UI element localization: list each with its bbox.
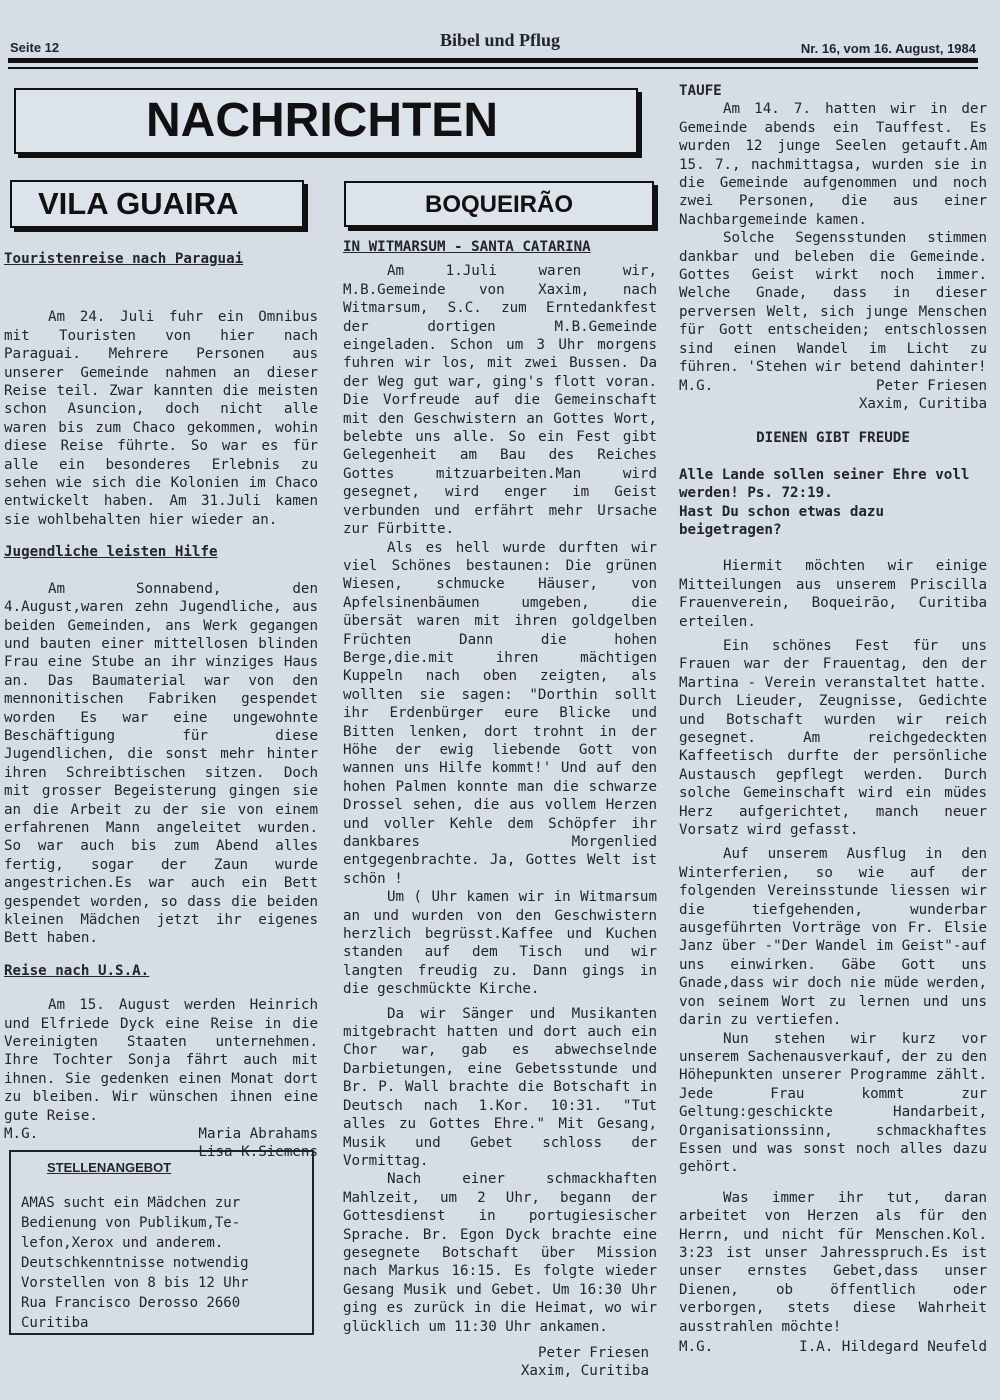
job-offer-line: Rua Francisco Derosso 2660: [21, 1295, 241, 1311]
job-offer-line: Deutschkenntnisse notwendig: [21, 1255, 249, 1271]
signature-name: I.A. Hildegard Neufeld: [799, 1339, 987, 1355]
article-paragraph: Am 15. August werden Heinrich und Elfriede Dyck eine Reise in die Vereinigten Staaten unternehmen. Ihre Tochter Sonja fährt auch mit ihnen. Sie gedenken einen Monat dort zu bleiben. Wir wünschen ihnen eine gute Reise.: [4, 997, 318, 1124]
article-paragraph: Da wir Sänger und Musikanten mitgebracht hatten und dort auch ein Chor war, gab es abwechselnde Darbietungen, eine Gebetsstunde und Br. P. Wall brachte die Botschaft in Deutsch nach 1.Kor. 10:31. "Tut alles zu Gottes Ehre." Mit Gesang, Musik und Gebet schloss der Vormittag.: [343, 1005, 657, 1169]
job-offer-line: AMAS sucht ein Mädchen zur: [21, 1195, 241, 1211]
article-paragraph: Hiermit möchten wir einige Mitteilungen aus unserem Priscilla Frauenverein, Boqueirão, Curitiba erteilen.: [679, 558, 987, 630]
page-number: Seite 12: [10, 40, 60, 55]
article-heading: Jugendliche leisten Hilfe: [4, 544, 218, 561]
article-paragraph: Als es hell wurde durften wir viel Schönes bestaunen: Die grünen Wiesen, schmucke Häuser, von Apfelsinenbäumen umgeben, die übersät waren mit ihren goldgelben Früchten Dann die hohen Berge,die.mit ihren mächtigen Kuppeln nach oben zeigten, als wollten sie sagen: "Dorthin sollt ihr Erdenbürger eure Blicke und Bitten lenken, dort trohnt in der Höhe der ewig liebende Gott von wannen uns Hilfe kommt!' Und auf den hohen Palmen konnte man die schwarze Drossel sehen, die aus vollem Herzen und voller Kehle dem Schöpfer ihr dankbares Morgenlied entgegenbrachte. Ja, Gottes Welt ist schön !: [343, 539, 657, 887]
issue-info: Nr. 16, vom 16. August, 1984: [800, 41, 976, 56]
column-right: [679, 82, 987, 1356]
job-offer-title: STELLENANGEBOT: [47, 1160, 172, 1175]
signature-initials: M.G.: [679, 377, 714, 394]
section-banner-vila-guaira: VILA GUAIRA: [10, 180, 304, 228]
column-middle: [343, 238, 657, 1381]
page-header: [0, 0, 1000, 75]
job-offer-line: Vorstellen von 8 bis 12 Uhr: [21, 1275, 249, 1291]
header-rule-thick: [8, 58, 978, 63]
article-heading: IN WITMARSUM - SANTA CATARINA: [343, 239, 591, 255]
signature-name: Peter Friesen: [875, 377, 987, 394]
signature-name: Lisa K.Siemens: [198, 1144, 318, 1161]
signature-block: [4, 1125, 318, 1143]
signature-initials: M.G.: [679, 1339, 714, 1355]
article-paragraph: Auf unserem Ausflug in den Winterferien, so wie auf der folgenden Vereinsstunde liessen wir die tiefgehenden, wunderbar ausgeführten Vorträge von Fr. Elsie Janz über -"Der Wandel im Geist"-auf uns einwirken. Gäbe Gott uns Gnade,dass wir doch nie müde werden, von seinem Wort zu lernen und uns darin zu vertiefen.: [679, 846, 987, 1029]
signature-name: Maria Abrahams: [198, 1126, 318, 1143]
job-offer-line: Curitiba: [21, 1315, 89, 1331]
section-banner-boqueirao: BOQUEIRÃO: [344, 181, 654, 227]
article-paragraph: Am 24. Juli fuhr ein Omnibus mit Touristen von hier nach Paraguai. Mehrere Personen aus unserer Gemeinde nahmen an dieser Reise teil. Zwar kannten die meisten schon Asuncion, doch nicht alle waren bis zum Chaco gekommen, wohin diese Reise führte. So war es für alle ein besonderes Erlebnis zu sehen wie sich die Kolonien im Chaco entwickelt haben. Am 31.Juli kamen sie wohlbehalten hier wieder an.: [4, 309, 318, 528]
signature-name: Peter Friesen: [537, 1344, 649, 1361]
article-paragraph: Ein schönes Fest für uns Frauen war der Frauentag, den der Martina - Verein veranstaltet hatte. Durch Lieuder, Zeugnisse, Gedichte und Botschaft wurden wir reich gesegnet. Am reichgedeckten Kaffeetisch durfte der persönliche Austausch gepflegt werden. Durch solche Gemeinschaft wird ein müdes Herz aufgerichtet, manch neuer Vorsatz wird gefasst.: [679, 637, 987, 839]
signature-block: [679, 1338, 987, 1356]
article-paragraph: Solche Segensstunden stimmen dankbar und beleben die Gemeinde. Gottes Geist wirkt noch immer. Welche Gnade, dass in dieser perversen Welt, sich junge Menschen für Gott entscheiden; entschlossen sind einen Wandel im Licht zu führen. 'Stehen wir betend dahinter!: [679, 230, 987, 376]
article-heading: DIENEN GIBT FREUDE: [756, 430, 910, 447]
article-paragraph: Am 14. 7. hatten wir in der Gemeinde abends ein Tauffest. Es wurden 12 junge Seelen getauft.Am 15. 7., nachmittagsa, wurden sie in die Gemeinde aufgenommen und noch zwei Personen, die aus einer Nachbargemeinde kamen.: [679, 101, 987, 228]
article-paragraph: Nun stehen wir kurz vor unserem Sachenausverkauf, der zu den Höhepunkten unserer Programme zählt. Jede Frau kommt zur Geltung:geschickte Handarbeit, Organisationssinn, schmackhaftes Essen und was sonst noch alles dazu gehört.: [679, 1030, 987, 1176]
column-left: [4, 250, 318, 1162]
bible-quote-question: Hast Du schon etwas dazu beigetragen?: [679, 503, 884, 538]
signature-place: Xaxim, Curitiba: [520, 1363, 649, 1380]
signature-initials: M.G.: [4, 1126, 39, 1143]
bible-quote: Alle Lande sollen seiner Ehre voll werden! Ps. 72:19.: [679, 466, 970, 502]
article-paragraph: Nach einer schmackhaften Mahlzeit, um 2 Uhr, begann der Gottesdienst in portugiesischer Sprache. Br. Egon Dyck brachte eine gesegnete Botschaft über Mission nach Markus 16:15. Es folgte wieder Gesang Musik und Gebet. Um 16:30 Uhr ging es zurück in die Heimat, wo wir glücklich um 11:30 Uhr ankamen.: [343, 1171, 657, 1335]
article-paragraph: Um ( Uhr kamen wir in Witmarsum an und wurden von den Geschwistern herzlich begrüsst.Kaffee und Kuchen standen auf dem Tisch und wir langten freudig zu. Dann gings in die geschmückte Kirche.: [343, 889, 657, 998]
article-paragraph: Was immer ihr tut, daran arbeitet von Herzen als für den Herrn, und nicht für Menschen.Kol. 3:23 ist unser Jahresspruch.Es ist unser ernstes Gebet,dass unser Dienen, ob öffentlich oder verborgen, stets diese Wahrheit ausstrahlen möchte!: [679, 1189, 987, 1335]
article-heading: Reise nach U.S.A.: [4, 962, 150, 979]
article-paragraph: Am Sonnabend, den 4.August,waren zehn Jugendliche, aus beiden Gemeinden, ans Werk gegangen und bauten einer mittellosen blinden Frau eine Stube an ihr winziges Haus an. Das Baumaterial war von den mennonitischen Fabriken gespendet worden Es war eine ungewohnte Beschäftigung für diese Jugendlichen, die sonst mehr hinter ihren Schreibtischen sitzen. Doch mit grosser Begeisterung gingen sie an die Arbeit zu der sie von einem erfahrenen Mann angeleitet wurden. So war auch bis zum Abend alles fertig, sogar der Zaun wurde angestrichen.Es war auch ein Bett gespendet worden, so dass die beiden kleinen Mädchen jetzt ihr eigenes Bett haben.: [4, 580, 318, 947]
article-heading: TAUFE: [679, 83, 722, 99]
header-rule-thin: [8, 67, 978, 69]
section-banner-nachrichten: NACHRICHTEN: [14, 88, 638, 154]
signature-place: Xaxim, Curitiba: [858, 395, 987, 412]
article-paragraph: Am 1.Juli waren wir, M.B.Gemeinde von Xaxim, nach Witmarsum, S.C. zum Erntedankfest der dortigen M.B.Gemeinde eingeladen. Schon um 3 Uhr morgens fuhren wir los, mit zwei Bussen. Da der Weg gut war, ging's flott voran. Die Vorfreude auf die Gemeinschaft mit den Geschwistern an Gottes Wort, belebte uns alle. So ein Fest gibt Gelegenheit am Bau des Reiches Gottes mitzuarbeiten.Man wird gesegnet, wird enger im Geist verbunden und erfährt mehr Ursache zur Fürbitte.: [343, 263, 657, 538]
signature-block: [679, 377, 987, 395]
job-offer-box: [9, 1150, 314, 1335]
publication-title: Bibel und Pflug: [439, 30, 561, 50]
job-offer-line: lefon,Xerox und anderem.: [21, 1235, 224, 1251]
article-heading: Touristenreise nach Paraguai: [4, 251, 244, 267]
job-offer-line: Bedienung von Publikum,Te-: [21, 1215, 241, 1231]
